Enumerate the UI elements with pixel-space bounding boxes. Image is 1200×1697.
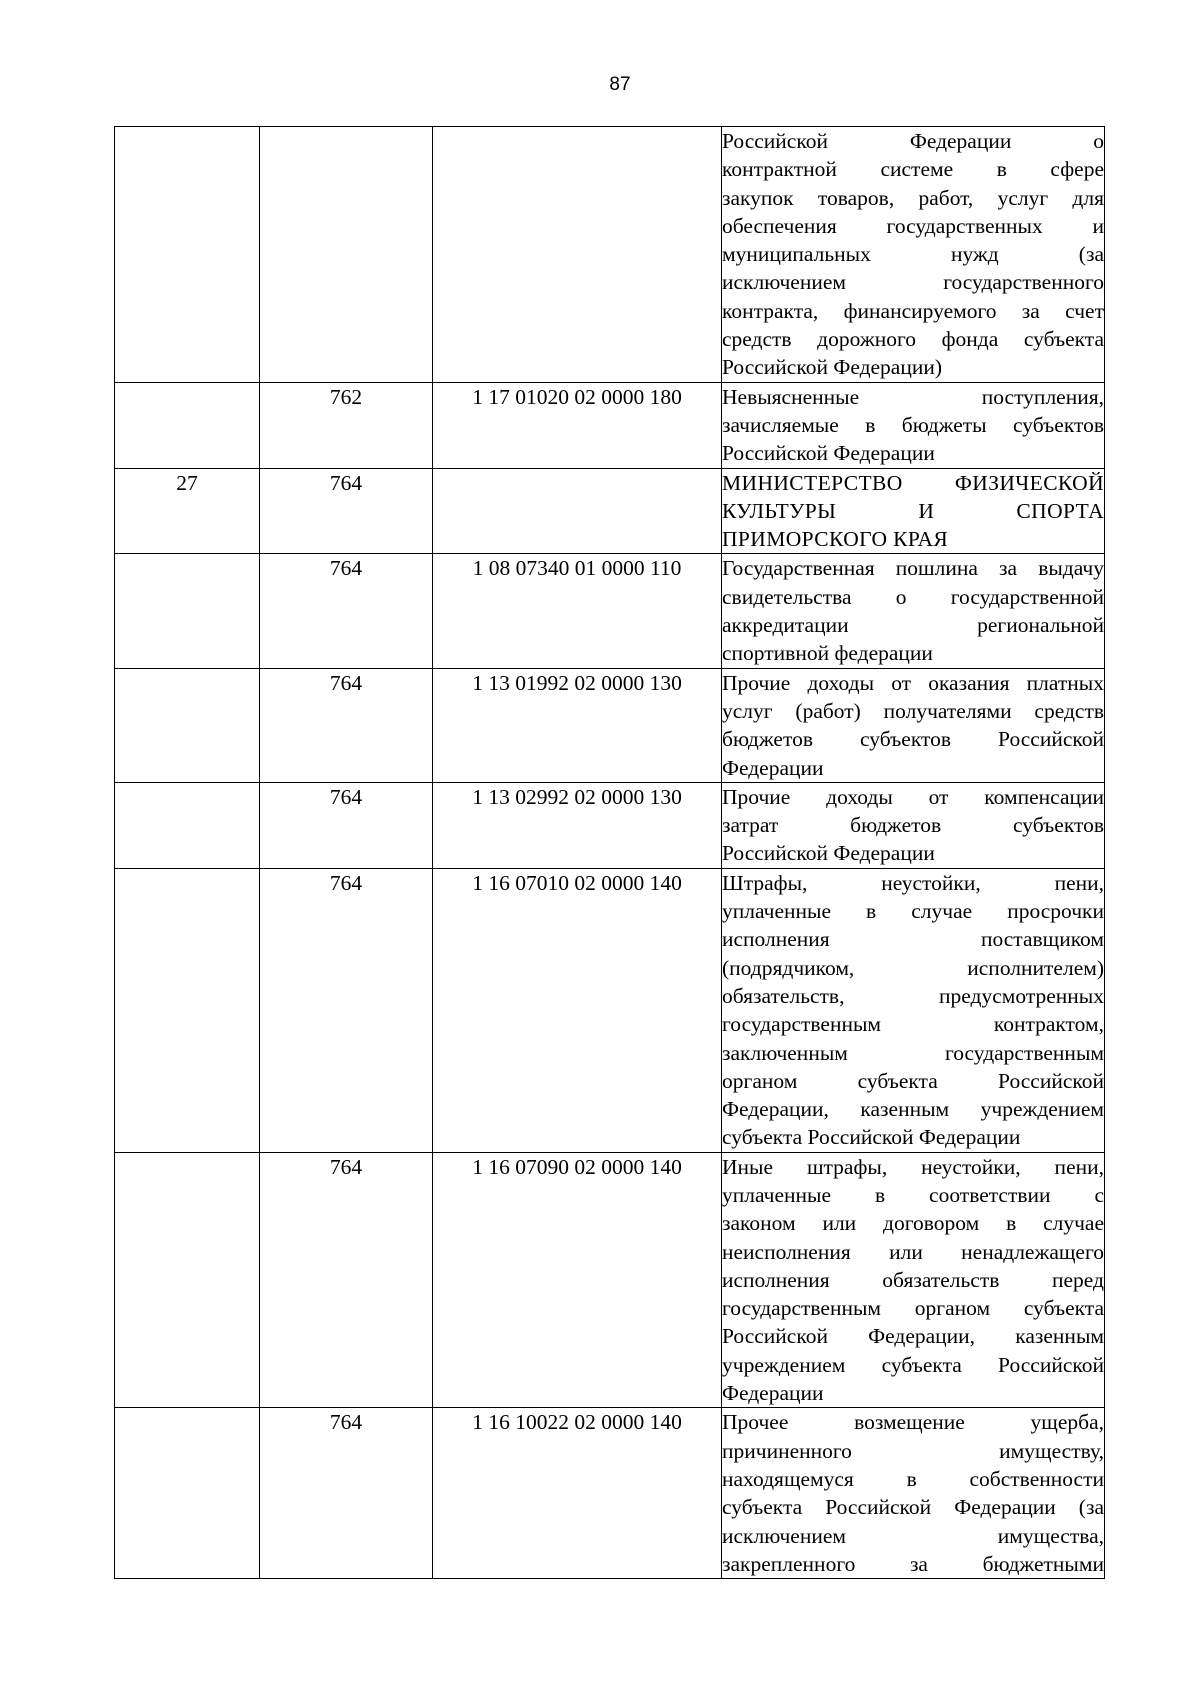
revenue-name-line: Прочие доходы от оказания платных — [722, 670, 1104, 695]
revenue-name-line: услуг (работ) получателями средств — [722, 698, 1104, 723]
table-row — [115, 468, 1105, 554]
administrator-code-cell: 764 — [260, 668, 433, 782]
revenue-name-line: контрактной системе в сфере — [722, 157, 1104, 182]
revenue-name-line: зачисляемые в бюджеты субъектов — [722, 412, 1104, 437]
revenue-name-line: Российской Федерации о — [722, 129, 1104, 153]
revenue-name-line: бюджетов субъектов Российской — [722, 727, 1104, 752]
revenue-name-line: Федерации, казенным учреждением — [722, 1097, 1104, 1122]
table-row — [115, 868, 1105, 1152]
revenue-name-line: причиненного имуществу, — [722, 1438, 1104, 1463]
revenue-name-line: уплаченные в случае просрочки — [722, 899, 1104, 924]
revenue-name-cell — [722, 1152, 1105, 1408]
administrator-code-cell: 764 — [260, 1152, 433, 1408]
revenue-code-cell — [433, 127, 722, 383]
revenue-code-cell: 1 16 10022 02 0000 140 — [433, 1408, 722, 1579]
revenue-name-line: затрат бюджетов субъектов — [722, 813, 1104, 838]
revenue-name-line: учреждением субъекта Российской — [722, 1352, 1104, 1377]
revenue-name-line: Российской Федерации, казенным — [722, 1324, 1104, 1349]
revenue-name-line: неисполнения или ненадлежащего — [722, 1239, 1104, 1264]
row-number-cell — [115, 1152, 260, 1408]
revenue-name-line: уплаченные в соответствии с — [722, 1182, 1104, 1207]
revenue-name-line: Федерации — [722, 1381, 824, 1406]
revenue-name-line: Государственная пошлина за выдачу — [722, 556, 1104, 581]
revenue-name-cell — [722, 668, 1105, 782]
administrator-code-cell — [260, 127, 433, 383]
revenue-name-line: Российской Федерации) — [722, 355, 943, 380]
revenue-name-line: Прочее возмещение ущерба, — [722, 1410, 1104, 1435]
revenue-name-line: КУЛЬТУРЫ И СПОРТА — [722, 498, 1104, 523]
revenue-name-line: Прочие доходы от компенсации — [722, 784, 1104, 809]
revenue-name-line: спортивной федерации — [722, 641, 933, 666]
revenue-name-line: государственным контрактом, — [722, 1012, 1104, 1037]
row-number-cell — [115, 1408, 260, 1579]
row-number-cell — [115, 868, 260, 1152]
revenue-name-line: субъекта Российской Федерации (за — [722, 1495, 1104, 1520]
revenue-name-cell — [722, 782, 1105, 868]
revenue-code-cell: 1 13 02992 02 0000 130 — [433, 782, 722, 868]
revenue-name-line: Иные штрафы, неустойки, пени, — [722, 1154, 1104, 1179]
revenue-code-cell: 1 16 07090 02 0000 140 — [433, 1152, 722, 1408]
revenue-name-line: аккредитации региональной — [722, 613, 1104, 638]
administrator-code-cell: 764 — [260, 868, 433, 1152]
row-number-cell — [115, 127, 260, 383]
row-number-cell — [115, 382, 260, 468]
revenue-name-line: государственным органом субъекта — [722, 1296, 1104, 1321]
revenue-name-line: обеспечения государственных и — [722, 213, 1104, 238]
revenue-name-cell — [722, 468, 1105, 554]
page-number: 87 — [609, 74, 631, 95]
administrator-code-cell: 764 — [260, 468, 433, 554]
revenue-name-line: Штрафы, неустойки, пени, — [722, 870, 1104, 895]
revenue-name-cell — [722, 1408, 1105, 1579]
administrator-code-cell: 764 — [260, 1408, 433, 1579]
revenue-name-line: законом или договором в случае — [722, 1211, 1104, 1236]
revenue-name-line: исключением государственного — [722, 270, 1104, 295]
revenue-name-cell — [722, 554, 1105, 668]
table-row — [115, 554, 1105, 668]
revenue-name-line: ПРИМОРСКОГО КРАЯ — [722, 527, 949, 552]
table-row — [115, 1152, 1105, 1408]
revenue-name-line: (подрядчиком, исполнителем) — [722, 955, 1104, 980]
revenue-name-cell — [722, 868, 1105, 1152]
revenue-name-line: закупок товаров, работ, услуг для — [722, 185, 1104, 210]
revenue-name-line: органом субъекта Российской — [722, 1068, 1104, 1093]
revenue-code-cell: 1 08 07340 01 0000 110 — [433, 554, 722, 668]
row-number-cell — [115, 782, 260, 868]
revenue-name-line: обязательств, предусмотренных — [722, 983, 1104, 1008]
revenue-code-cell: 1 13 01992 02 0000 130 — [433, 668, 722, 782]
revenue-code-cell: 1 16 07010 02 0000 140 — [433, 868, 722, 1152]
row-number-cell: 27 — [115, 468, 260, 554]
revenue-name-line: свидетельства о государственной — [722, 584, 1104, 609]
row-number-cell — [115, 554, 260, 668]
revenue-name-line: муниципальных нужд (за — [722, 242, 1104, 267]
revenue-name-line: исполнения обязательств перед — [722, 1267, 1104, 1292]
table-row — [115, 668, 1105, 782]
revenue-classification-table — [114, 126, 1105, 1579]
revenue-name-line: находящемуся в собственности — [722, 1466, 1104, 1491]
administrator-code-cell: 764 — [260, 782, 433, 868]
revenue-name-line: субъекта Российской Федерации — [722, 1125, 1021, 1150]
revenue-name-line: Российской Федерации — [722, 841, 935, 866]
revenue-name-line: исполнения поставщиком — [722, 927, 1104, 952]
administrator-code-cell: 764 — [260, 554, 433, 668]
administrator-code-cell: 762 — [260, 382, 433, 468]
revenue-name-line: Федерации — [722, 755, 824, 780]
revenue-name-cell — [722, 382, 1105, 468]
table-row — [115, 1408, 1105, 1579]
revenue-name-line: закрепленного за бюджетными — [722, 1551, 1104, 1576]
revenue-name-line: МИНИСТЕРСТВО ФИЗИЧЕСКОЙ — [722, 470, 1104, 495]
revenue-name-line: заключенным государственным — [722, 1040, 1104, 1065]
revenue-code-cell: 1 17 01020 02 0000 180 — [433, 382, 722, 468]
revenue-name-line: Невыясненные поступления, — [722, 384, 1104, 409]
table-row — [115, 127, 1105, 383]
revenue-name-line: исключением имущества, — [722, 1523, 1104, 1548]
revenue-code-cell — [433, 468, 722, 554]
revenue-name-line: Российской Федерации — [722, 441, 935, 466]
table-body — [115, 127, 1105, 1579]
revenue-name-line: средств дорожного фонда субъекта — [722, 327, 1104, 352]
table-row — [115, 782, 1105, 868]
row-number-cell — [115, 668, 260, 782]
revenue-name-line: контракта, финансируемого за счет — [722, 298, 1104, 323]
revenue-name-cell — [722, 127, 1105, 383]
table-row — [115, 382, 1105, 468]
